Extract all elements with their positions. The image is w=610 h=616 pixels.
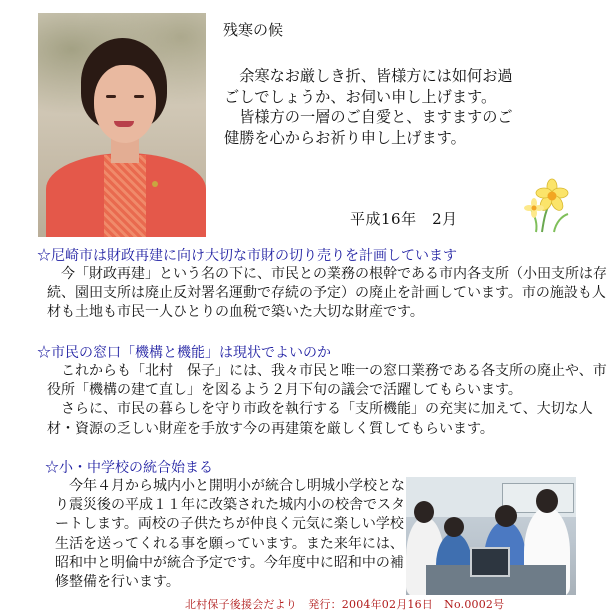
section-body-organization [47, 362, 607, 439]
newsletter-footer: 北村保子後援会だより 発行：2004年02月16日 No.0002号 [185, 598, 505, 611]
letter-line: 皆様方の一層のご自愛と、ますますのご健勝を心からお祈り申し上げます。 [224, 108, 513, 147]
section-paragraph: 今年４月から城内小と開明小が統合し明城小学校となり震災後の平成１１年に改築された城内小の校舎でスタートします。両校の子供たちが仲良く元気に楽しい学校生活を送ってくれる事を願っています。また来年には、昭和中と明倫中が統合予定です。今年度中に昭和中の補修整備を行います。 [55, 478, 405, 591]
letter-body [224, 66, 514, 148]
classroom-photo [406, 477, 576, 595]
section-paragraph: さらに、市民の暮らしを守り市政を執行する「支所機能」の充実に加えて、大切な人材・資源の乏しい財産を手放す今の再建策を厳しく質してもらいます。 [47, 401, 593, 437]
section-body-schools [55, 477, 407, 592]
section-paragraph: これからも「北村 保子」には、我々市民と唯一の窓口業務である各支所の廃止や、市役所「機構の建て直し」を図るよう２月下旬の議会で活躍してもらいます。 [47, 363, 607, 399]
portrait-photo [38, 13, 206, 237]
letter-greeting: 残寒の候 [223, 21, 284, 39]
section-heading-organization: ☆市民の窓口「機構と機能」は現状でよいのか [37, 345, 331, 361]
section-body-finance [47, 265, 607, 323]
narcissus-icon [522, 178, 576, 234]
section-heading-schools: ☆小・中学校の統合始まる [45, 460, 213, 476]
section-paragraph: 今「財政再建」という名の下に、市民との業務の根幹である市内各支所（小田支所は存続、園田支所は廃止反対署名運動で存続の予定）の廃止を計画しています。市の施設も人材も土地も市民一人ひとりの血税で築いた大切な財産です。 [47, 266, 607, 321]
letter-date: 平成16年 2月 [350, 210, 458, 228]
section-heading-finance: ☆尼崎市は財政再建に向け大切な市財の切り売りを計画しています [37, 248, 457, 264]
letter-line: 余寒なお厳しき折、皆様方には如何お過ごしでしょうか、お伺い申し上げます。 [224, 67, 513, 106]
